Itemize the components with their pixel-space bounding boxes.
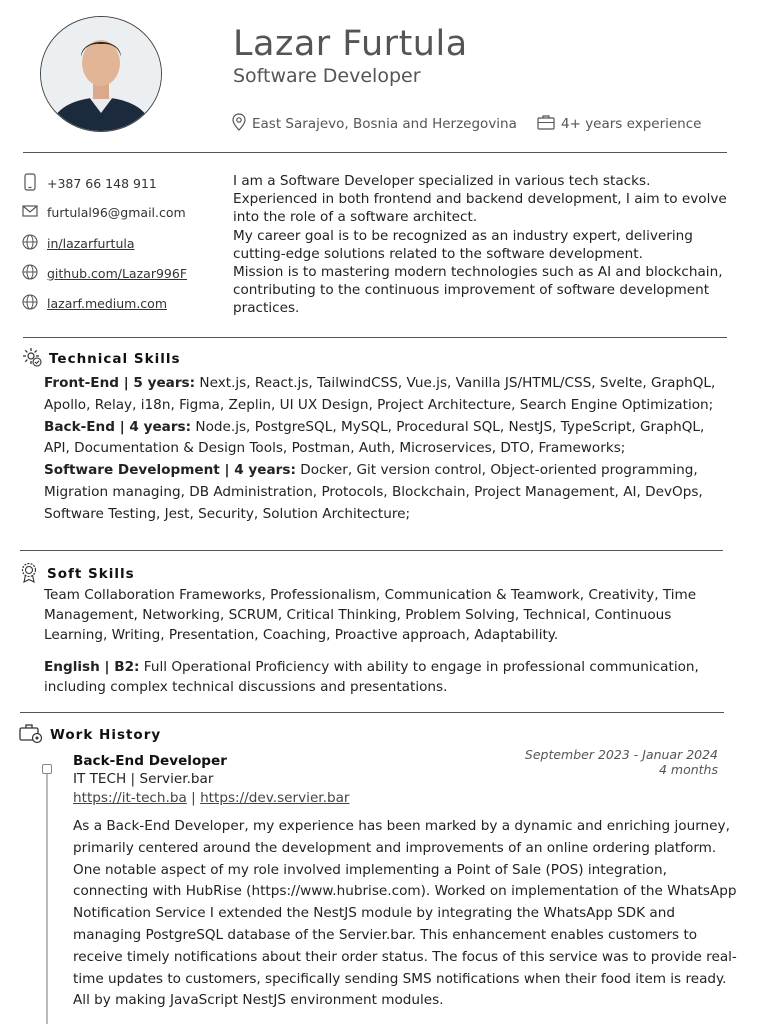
section-title: Work History xyxy=(50,727,162,743)
email-icon xyxy=(22,204,38,221)
work-history-heading xyxy=(19,722,161,748)
header-divider xyxy=(23,152,727,153)
globe-icon xyxy=(22,294,38,313)
contact-github[interactable] xyxy=(22,264,187,283)
github-link[interactable]: github.com/Lazar996F xyxy=(47,266,188,281)
language-text: Full Operational Proficiency with ability to engage in professional communication, including complex technical discussions and presentations. xyxy=(44,659,699,695)
section-divider xyxy=(20,550,723,551)
skill-label: Software Development | 4 years: xyxy=(44,462,296,479)
soft-skills-heading xyxy=(18,561,135,587)
language-label: English | B2: xyxy=(44,659,140,675)
link-separator: | xyxy=(191,790,196,806)
experience-text: 4+ years experience xyxy=(561,116,702,132)
job-links xyxy=(73,790,350,806)
location-pin-icon xyxy=(232,113,246,135)
email-text[interactable]: furtulal96@gmail.com xyxy=(47,205,186,220)
section-title: Soft Skills xyxy=(47,566,135,582)
job-date-range: September 2023 - Januar 2024 xyxy=(524,747,718,762)
skill-list: Next.js, React.js, TailwindCSS, Vue.js, Vanilla JS/HTML/CSS, Svelte, GraphQL, Apollo, Relay, i18n, Figma, Zeplin, UI UX Design, Project Architecture, Search Engine Optimization; xyxy=(44,375,716,413)
skill-label: Front-End | 5 years: xyxy=(44,375,196,391)
badge-icon xyxy=(18,561,40,587)
job-description: As a Back-End Developer, my experience has been marked by a dynamic and enriching journey, primarily centered around the development and improvements of an online ordering platform. One notable aspect of my role involved implementing a Point of Sale (POS) integration, connecting with HubRise (https://www.hubrise.com). Worked on implementation of the WhatsApp Notification Service I extended the NestJS module by integrating the WhatsApp SDK and managing PostgreSQL database of the Servier.bar. This enhancement enables customers to receive timely notifications about their order status. The focus of this service was to provide real-time updates to customers, specifically sending SMS notifications when their food item is ready. All by making JavaScript NestJS environment modules. xyxy=(73,818,737,1009)
contact-linkedin[interactable] xyxy=(22,234,135,253)
job-duration: 4 months xyxy=(658,762,718,777)
experience xyxy=(537,114,701,134)
summary-paragraph: I am a Software Developer specialized in various tech stacks. Experienced in both frontend and backend development, I aim to evolve into the role of a software architect. xyxy=(233,173,727,226)
briefcase-gear-icon xyxy=(19,722,43,748)
section-title: Technical Skills xyxy=(49,351,181,367)
linkedin-link[interactable]: in/lazarfurtula xyxy=(47,236,135,251)
summary xyxy=(233,172,728,318)
location xyxy=(232,113,517,135)
contact-phone xyxy=(22,173,157,194)
phone-text: +387 66 148 911 xyxy=(47,176,157,191)
candidate-title: Software Developer xyxy=(233,65,421,87)
contact-email[interactable] xyxy=(22,204,186,221)
job-dates xyxy=(480,747,718,777)
skill-list: Node.js, PostgreSQL, MySQL, Procedural SQL, NestJS, TypeScript, GraphQL, API, Documentation & Design Tools, Postman, Auth, Microservices, DTO, Frameworks; xyxy=(44,418,705,457)
timeline-marker xyxy=(42,764,52,774)
candidate-name: Lazar Furtula xyxy=(233,24,468,64)
timeline-line xyxy=(46,766,48,1024)
job-title: Back-End Developer xyxy=(73,753,227,769)
globe-icon xyxy=(22,264,38,283)
language-skill xyxy=(44,657,734,697)
section-divider xyxy=(23,337,727,338)
gear-check-icon xyxy=(22,347,42,371)
globe-icon xyxy=(22,234,38,253)
summary-paragraph: Mission is to mastering modern technologies such as AI and blockchain, contributing to the continuous improvement of software development practices. xyxy=(233,264,723,317)
skill-label: Back-End | 4 years: xyxy=(44,418,192,435)
skill-list: Docker, Git version control, Object-oriented programming, Migration managing, DB Administration, Protocols, Blockchain, Project Management, AI, DevOps, Software Testing, Jest, Security, Solution Architecture; xyxy=(44,462,703,522)
profile-photo xyxy=(40,16,162,132)
phone-icon xyxy=(22,173,38,194)
summary-paragraph: My career goal is to be recognized as an industry expert, delivering cutting-edge solutions related to the software development. xyxy=(233,227,693,262)
briefcase-icon xyxy=(537,114,555,134)
soft-skills-text: Team Collaboration Frameworks, Professionalism, Communication & Teamwork, Creativity, Time Management, Networking, SCRUM, Critical Thinking, Problem Solving, Technical, Continuous Learning, Writing, Presentation, Coaching, Proactive approach, Adaptability. xyxy=(44,587,697,643)
contact-medium[interactable] xyxy=(22,294,167,313)
location-text: East Sarajevo, Bosnia and Herzegovina xyxy=(252,116,517,132)
medium-link[interactable]: lazarf.medium.com xyxy=(47,296,168,311)
company-link[interactable]: https://it-tech.ba xyxy=(73,790,187,806)
job-company: IT TECH | Servier.bar xyxy=(73,771,214,787)
technical-skills-heading xyxy=(22,347,180,371)
technical-skills-body xyxy=(44,373,734,526)
section-divider xyxy=(20,712,724,713)
product-link[interactable]: https://dev.servier.bar xyxy=(200,790,350,806)
